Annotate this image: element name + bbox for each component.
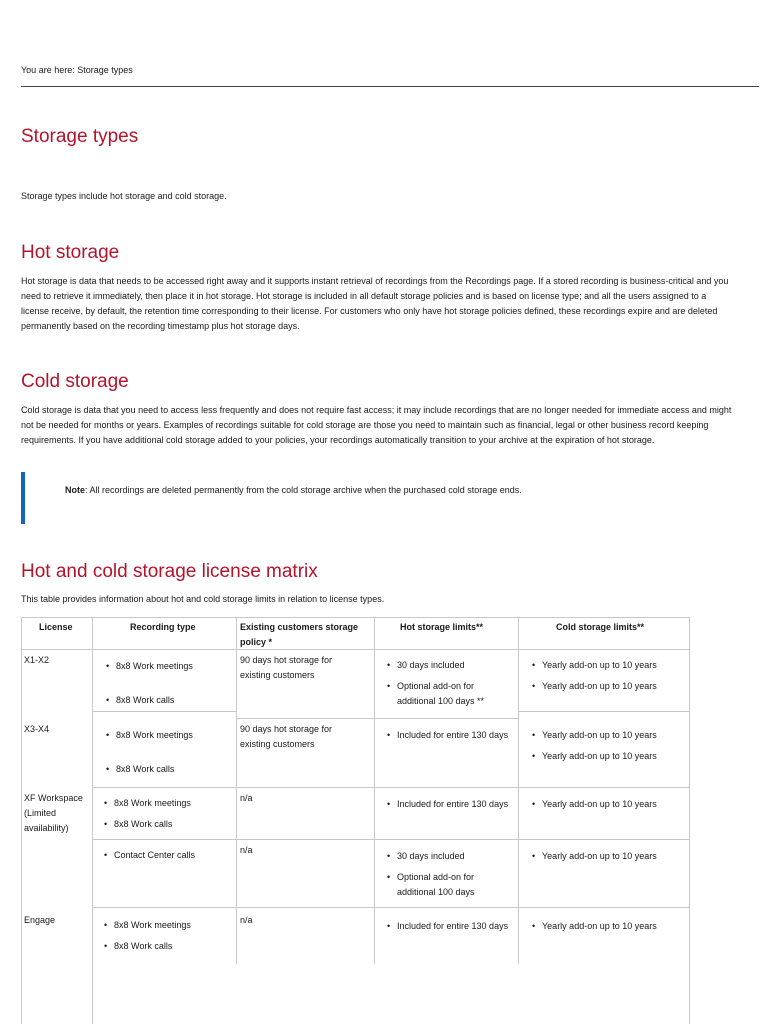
matrix-intro: This table provides information about hot and cold storage limits in relation to license types. [21,594,385,604]
header-hot-limits: Hot storage limits** [400,622,484,632]
row-license: X3-X4 [24,724,50,734]
list-item: • 8x8 Work calls [104,762,234,777]
breadcrumb: You are here: Storage types [21,65,133,75]
list-item: • 8x8 Work calls [102,939,234,954]
row-license: Engage [24,915,56,925]
list-item: • Yearly add-on up to 10 years [530,728,688,743]
existing-policy: 90 days hot storage for existing customers [240,655,333,680]
list-item: • Yearly add-on up to 10 years [530,797,688,812]
list-item: • Yearly add-on up to 10 years [530,749,688,764]
column-divider [236,617,237,964]
table-border-left [21,617,22,1024]
existing-policy: 90 days hot storage for existing customers [240,724,333,749]
recording-type-list [102,848,234,863]
list-item: • Yearly add-on up to 10 years [530,849,688,864]
hot-storage-text: Hot storage is data that needs to be accessed right away and it supports instant retrieval of recordings from the Recordings page. If a stored recording is business-critical and you need to retrieve it immediately, then place it in hot storage. Hot storage is included in all default storage policies and is based on license type; and all the users assigned to a license receive, by default, the retention time corresponding to their license. For customers who only have hot storage policies defined, these recordings expire and are deleted permanently based on the recording timestamp plus hot storage days. [21,276,729,331]
row-divider [93,711,236,712]
list-item: • Included for entire 130 days [385,919,510,934]
cold-limits-list [530,797,688,812]
hot-limits-list [385,728,510,743]
column-divider [518,617,519,964]
note-text: : All recordings are deleted permanently from the cold storage archive when the purchased cold storage ends. [85,485,522,495]
list-item: • Optional add-on for additional 100 days [385,870,510,900]
hot-limits-list [385,797,510,812]
note-accent-bar [21,472,25,524]
header-recording-type: Recording type [130,622,196,632]
cold-limits-list [530,728,688,764]
hot-storage-heading: Hot storage [21,242,120,263]
column-divider [374,617,375,964]
row-divider [375,718,518,719]
row-divider [237,718,374,719]
list-item: • Optional add-on for additional 100 days ** [385,679,510,709]
license-matrix-table [21,617,691,1024]
list-item: • 8x8 Work meetings [104,728,234,743]
hot-limits-list [385,849,510,900]
list-item: • Included for entire 130 days [385,797,510,812]
header-license: License [39,622,73,632]
list-item: • 8x8 Work calls [104,693,234,708]
cold-storage-heading: Cold storage [21,371,129,392]
cold-storage-text: Cold storage is data that you need to access less frequently and does not require fast access; it may include recordings that are no longer needed for immediate access and might not be needed for months or years. Examples of recordings suitable for cold storage are those you need to maintain such as financial, legal or other business record keeping requirements. If you have additional cold storage added to your policies, your recordings automatically transition to your archive at the expiration of hot storage. [21,405,732,445]
hot-limits-list [385,919,510,934]
hot-limits-list [385,658,510,709]
list-item: • 30 days included [385,658,510,673]
recording-type-list [102,918,234,954]
list-item: • Included for entire 130 days [385,728,510,743]
header-cold-limits: Cold storage limits** [556,622,645,632]
row-divider [93,787,689,788]
recording-type-list [104,659,234,708]
row-divider [93,839,689,840]
list-item: • 8x8 Work meetings [104,659,234,674]
matrix-heading: Hot and cold storage license matrix [21,561,318,582]
list-item: • 8x8 Work calls [102,817,234,832]
table-border-top [21,617,690,618]
intro-text: Storage types include hot storage and cold storage. [21,191,227,201]
list-item: • 8x8 Work meetings [102,918,234,933]
list-item: • 30 days included [385,849,510,864]
existing-policy: n/a [240,793,253,803]
cold-limits-list [530,658,688,694]
list-item: • Contact Center calls [102,848,234,863]
cold-limits-list [530,849,688,864]
row-divider [519,711,689,712]
table-border-right [689,617,690,1024]
recording-type-list [104,728,234,777]
header-existing-policy: Existing customers storage policy * [240,622,359,647]
existing-policy: n/a [240,915,253,925]
row-license: X1-X2 [24,655,50,665]
note-label: Note [65,485,85,495]
row-license: XF Workspace (Limited availability) [24,793,83,833]
list-item: • Yearly add-on up to 10 years [530,658,688,673]
existing-policy: n/a [240,845,253,855]
list-item: • 8x8 Work meetings [102,796,234,811]
cold-limits-list [530,919,688,934]
breadcrumb-divider [21,86,759,87]
list-item: • Yearly add-on up to 10 years [530,919,688,934]
row-divider [93,907,689,908]
recording-type-list [102,796,234,832]
page-title: Storage types [21,126,139,147]
list-item: • Yearly add-on up to 10 years [530,679,688,694]
note-callout [65,483,585,497]
